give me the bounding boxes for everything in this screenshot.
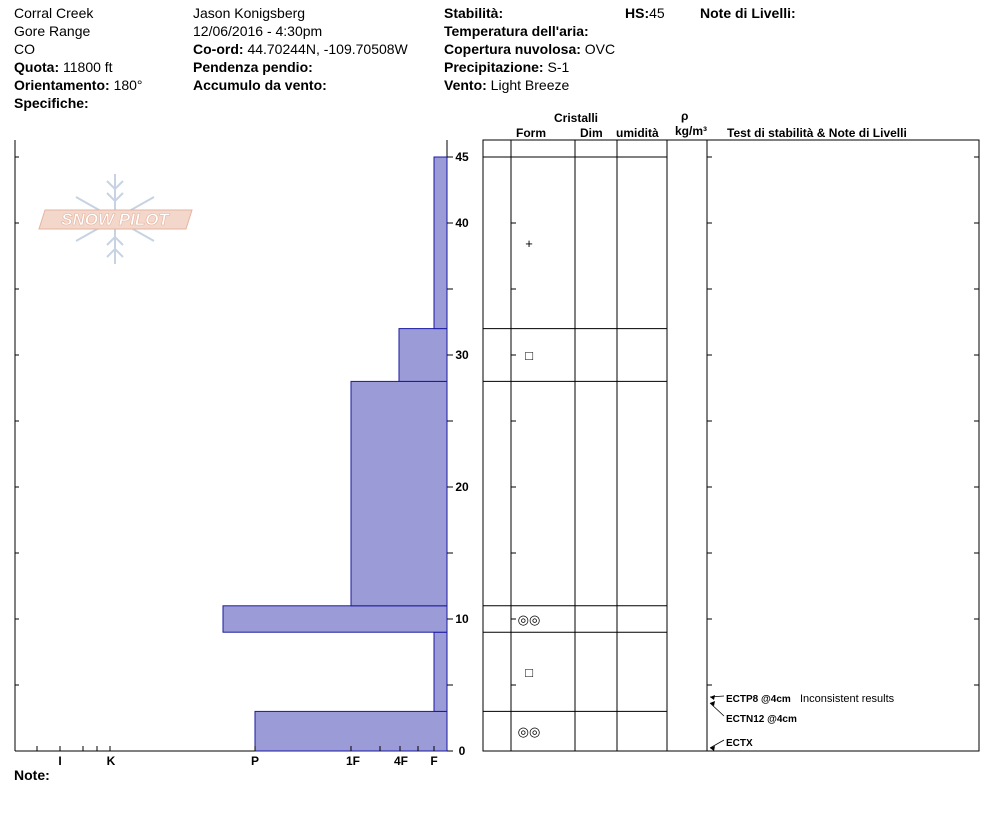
coord-value: 44.70244N, -109.70508W [247, 41, 408, 57]
depth-label-10: 10 [455, 612, 469, 626]
crystals-header: Cristalli [554, 111, 599, 125]
coord-label: Co-ord: [193, 41, 244, 57]
logo-text: SNOW PILOT [61, 210, 169, 229]
grain-form-0: + [525, 235, 533, 251]
precip-value: S-1 [547, 59, 570, 75]
rho-header: ρ [681, 109, 689, 123]
cloud-value: OVC [584, 41, 616, 57]
test-label-0: ECTP8 @4cm [726, 694, 791, 705]
hardness-bar-5 [434, 157, 447, 329]
grain-form-4: ◎◎ [517, 724, 541, 740]
hardness-label-1F: 1F [345, 754, 361, 768]
test-arrowhead-0 [710, 695, 715, 700]
hardness-label-K: K [106, 754, 116, 768]
stability-tests [710, 693, 895, 751]
form-header: Form [516, 126, 546, 140]
size-header: Dim [580, 126, 603, 140]
test-label-2: ECTX [726, 738, 753, 749]
tests-header: Test di stabilità & Note di Livelli [727, 126, 907, 140]
table-frame [483, 140, 979, 751]
wind-label: Vento: [444, 77, 487, 93]
hardness-bar-1 [434, 632, 447, 711]
specifics-label: Specifiche: [14, 95, 89, 111]
grain-form-3: □ [525, 664, 533, 680]
hardness-bar-4 [399, 329, 447, 382]
hs-label: HS: [625, 5, 650, 21]
logo-text-group [39, 210, 192, 229]
observer: Jason Konigsberg [193, 5, 306, 21]
hardness-bar-3 [351, 381, 447, 605]
elevation-label: Quota: [14, 59, 60, 75]
density-unit-header: kg/m³ [675, 124, 708, 138]
datetime: 12/06/2016 - 4:30pm [193, 23, 323, 39]
grain-form-2: ◎◎ [517, 612, 541, 627]
depth-label-40: 40 [455, 216, 469, 230]
grain-forms [518, 236, 541, 739]
hardness-bar-2 [223, 606, 447, 632]
depth-axis [447, 150, 469, 758]
state: CO [14, 41, 35, 57]
hardness-label-P: P [250, 754, 260, 768]
aspect-value: 180° [113, 77, 143, 93]
wind-value: Light Breeze [490, 77, 570, 93]
test-label-1: ECTN12 @4cm [726, 714, 797, 725]
cloud-label: Copertura nuvolosa: [444, 41, 581, 57]
layer-table [483, 140, 979, 751]
notes-label: Note: [14, 767, 50, 783]
aspect-label: Orientamento: [14, 77, 110, 93]
hardness-bar-0 [255, 711, 447, 751]
range: Gore Range [14, 23, 91, 39]
moisture-header: umidità [616, 126, 659, 140]
depth-label-45: 45 [455, 150, 469, 164]
location: Corral Creek [14, 5, 94, 21]
depth-label-30: 30 [455, 348, 469, 362]
test-arrow-2 [710, 740, 724, 748]
stability-label: Stabilità: [444, 5, 504, 21]
hardness-label-F: F [430, 754, 438, 768]
grain-form-1: □ [525, 348, 533, 363]
hardness-bars [15, 140, 447, 751]
hardness-label-I: I [58, 754, 62, 768]
layer-notes-label: Note di Livelli: [700, 5, 796, 21]
wind-loading-label: Accumulo da vento: [193, 77, 327, 93]
air-temp-label: Temperatura dell'aria: [444, 23, 589, 39]
depth-label-20: 20 [455, 480, 469, 494]
slope-label: Pendenza pendio: [193, 59, 313, 75]
hardness-label-4F: 4F [393, 754, 409, 768]
precip-label: Precipitazione: [444, 59, 544, 75]
depth-label-0: 0 [458, 744, 466, 758]
elevation-value: 11800 ft [63, 59, 113, 75]
test-arrow-1 [710, 703, 724, 716]
hs-value: 45 [649, 5, 665, 21]
test-note-0: Inconsistent results [800, 693, 895, 705]
